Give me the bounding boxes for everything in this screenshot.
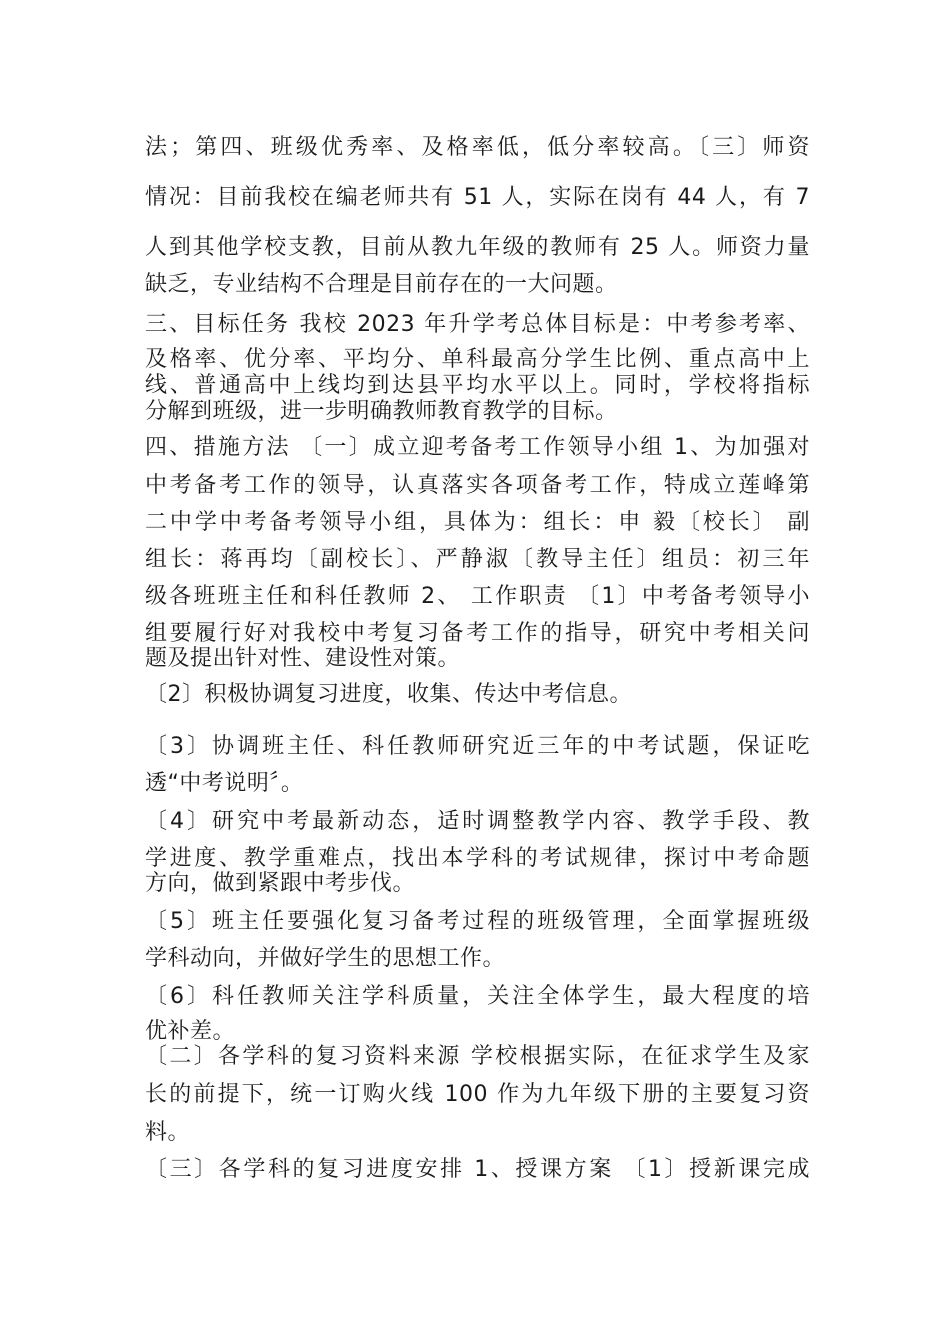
text-line: 及格率、优分率、平均分、单科最高分学生比例、重点高中上 — [145, 347, 810, 372]
text-line: 题及提出针对性、建设性对策。 — [145, 646, 461, 671]
text-line: 〔4〕研究中考最新动态，适时调整教学内容、教学手段、教 — [145, 809, 810, 834]
text-line: 级各班班主任和科任教师 2、 工作职责 〔1〕中考备考领导小 — [145, 584, 810, 609]
text-line: 三、目标任务 我校 2023 年升学考总体目标是：中考参考率、 — [145, 312, 810, 337]
text-line: 透“中考说明〞。 — [145, 771, 304, 796]
text-line: 四、措施方法 〔一〕成立迎考备考工作领导小组 1、为加强对 — [145, 435, 810, 460]
text-line: 〔2〕积极协调复习进度，收集、传达中考信息。 — [145, 682, 632, 707]
text-line: 〔三〕各学科的复习进度安排 1、授课方案 〔1〕授新课完成 — [145, 1157, 810, 1182]
text-line: 线、普通高中上线均到达县平均水平以上。同时，学校将指标 — [145, 373, 810, 398]
text-line: 组要履行好对我校中考复习备考工作的指导，研究中考相关问 — [145, 621, 810, 646]
text-line: 法；第四、班级优秀率、及格率低，低分率较高。〔三〕师资 — [145, 135, 810, 160]
text-line: 中考备考工作的领导，认真落实各项备考工作，特成立莲峰第 — [145, 473, 810, 498]
text-line: 分解到班级，进一步明确教师教育教学的目标。 — [145, 399, 618, 424]
text-line: 人到其他学校支教，目前从教九年级的教师有 25 人。师资力量 — [145, 235, 810, 260]
text-line: 学进度、教学重难点，找出本学科的考试规律，探讨中考命题 — [145, 846, 810, 871]
text-line: 〔3〕协调班主任、科任教师研究近三年的中考试题，保证吃 — [145, 734, 810, 759]
text-line: 〔5〕班主任要强化复习备考过程的班级管理，全面掌握班级 — [145, 909, 810, 934]
text-line: 料。 — [145, 1120, 191, 1145]
text-line: 〔6〕科任教师关注学科质量，关注全体学生，最大程度的培 — [145, 984, 810, 1009]
text-line: 组长：蒋再均〔副校长〕、严静淑〔教导主任〕组员：初三年 — [145, 547, 810, 572]
text-line: 〔二〕各学科的复习资料来源 学校根据实际，在征求学生及家 — [145, 1044, 810, 1069]
text-line: 情况：目前我校在编老师共有 51 人，实际在岗有 44 人，有 7 — [145, 185, 810, 210]
text-line: 方向，做到紧跟中考步伐。 — [145, 871, 416, 896]
text-line: 优补差。 — [145, 1019, 236, 1044]
text-line: 二中学中考备考领导小组，具体为：组长：申 毅〔校长〕 副 — [145, 510, 810, 535]
text-line: 长的前提下，统一订购火线 100 作为九年级下册的主要复习资 — [145, 1082, 810, 1107]
text-line: 学科动向，并做好学生的思想工作。 — [145, 946, 506, 971]
text-line: 缺乏，专业结构不合理是目前存在的一大问题。 — [145, 272, 618, 297]
